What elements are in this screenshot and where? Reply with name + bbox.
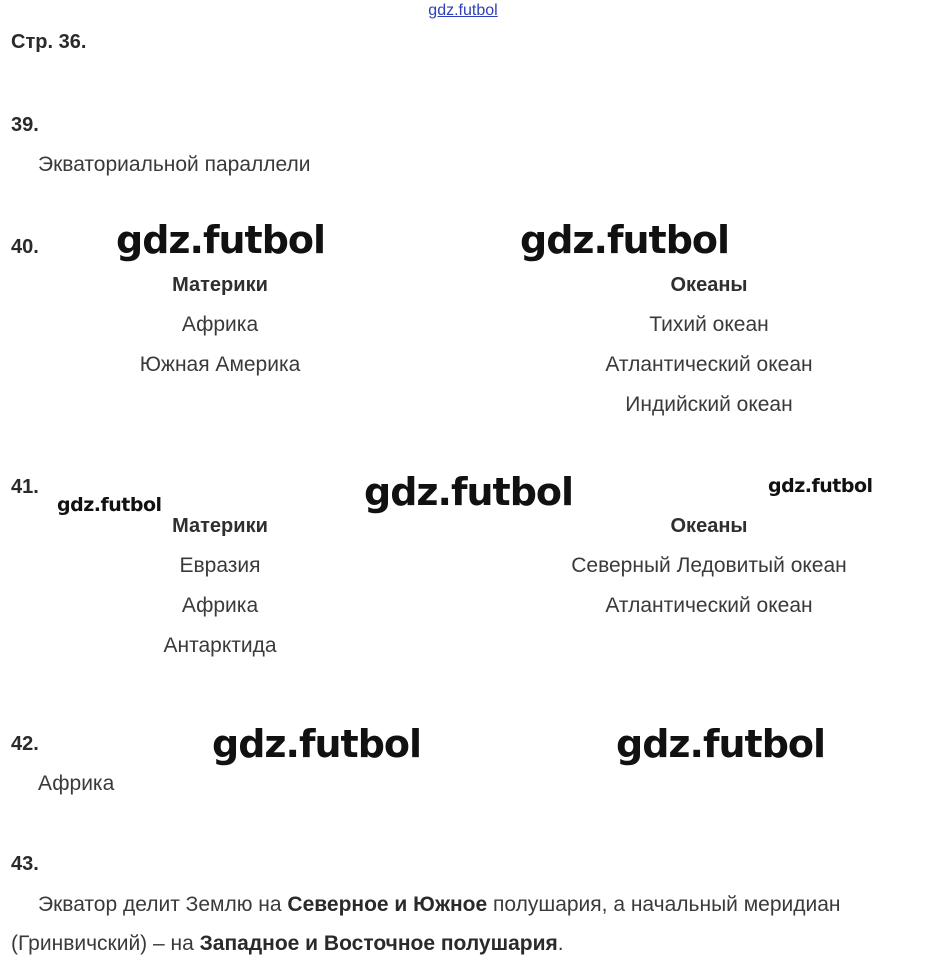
column-header: Океаны [670,515,748,537]
list-item: Индийский океан [625,393,793,416]
list-item: Южная Америка [139,353,301,376]
list-item: Евразия [179,554,261,577]
text-span: . [557,932,564,955]
task-40-continents-column [100,265,340,385]
list-item: Африка [181,313,259,336]
text-span: Экватор делит Землю на [38,893,288,916]
list-item: Атлантический океан [605,594,813,617]
list-item: Тихий океан [649,313,769,336]
watermark: gdz.futbol [57,494,162,516]
task-43-answer [11,885,916,963]
bold-term: Западное и Восточное полушария [199,932,558,955]
task-number-40: 40. [11,236,39,258]
list-item: Атлантический океан [605,353,813,376]
watermark-top: gdz.futbol [428,2,498,19]
watermark: gdz.futbol [212,722,422,766]
task-number-39: 39. [11,114,39,136]
task-42-answer: Африка [38,772,115,795]
watermark: gdz.futbol [116,218,326,262]
column-header: Материки [172,515,268,537]
column-header: Материки [172,274,268,296]
task-number-42: 42. [11,733,39,755]
watermark: gdz.futbol [616,722,826,766]
watermark: gdz.futbol [768,475,873,497]
watermark: gdz.futbol [364,470,574,514]
task-39-answer: Экваториальной параллели [38,153,311,176]
bold-term: Северное и Южное [287,893,488,916]
task-number-43: 43. [11,853,39,875]
task-40-oceans-column [539,265,879,425]
list-item: Северный Ледовитый океан [571,554,847,577]
watermark: gdz.futbol [520,218,730,262]
task-41-oceans-column [539,506,879,626]
column-header: Океаны [670,274,748,296]
list-item: Антарктида [163,634,277,657]
task-number-41: 41. [11,476,39,498]
text-span: полушария, а начальный меридиан (Гринвичский) – на [11,893,841,955]
list-item: Африка [181,594,259,617]
page-label: Стр. 36. [11,31,87,53]
task-41-continents-column [100,506,340,666]
